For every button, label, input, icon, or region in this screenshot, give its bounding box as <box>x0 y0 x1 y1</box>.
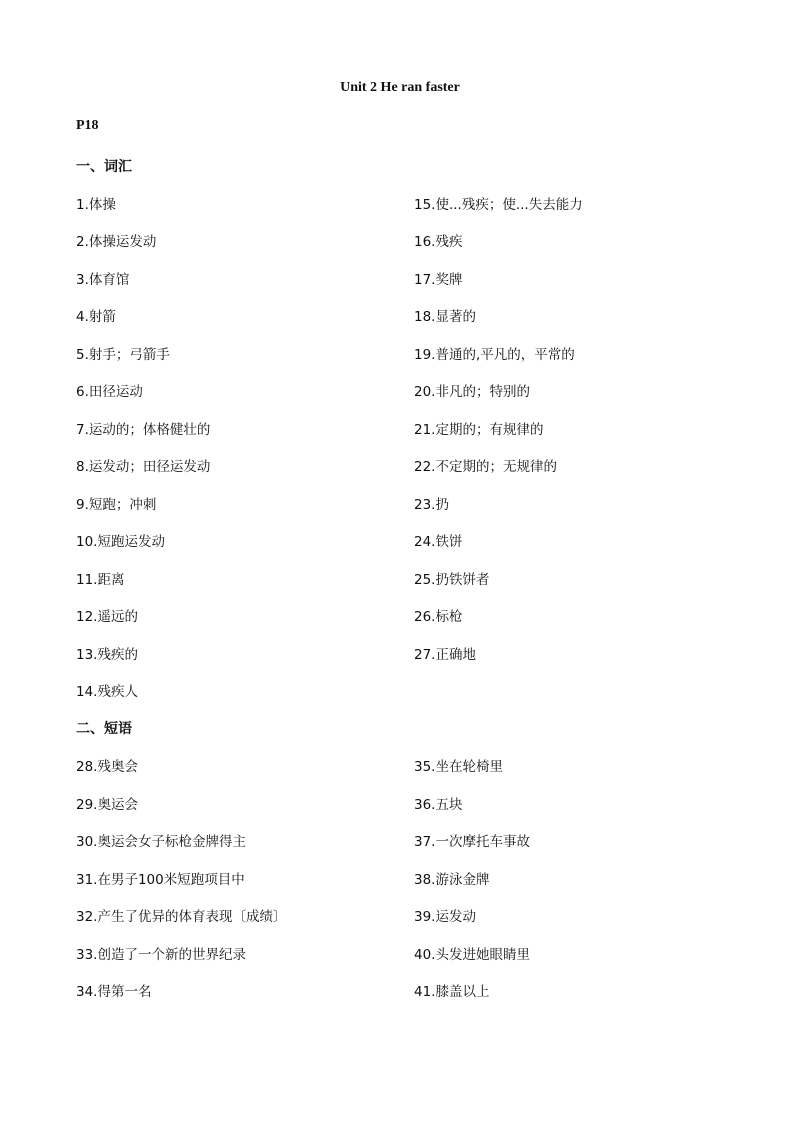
vocab-item-19: 19.普通的,平凡的，平常的 <box>414 347 575 363</box>
vocab-item-12: 12.遥远的 <box>76 609 138 625</box>
phrase-item-34: 34.得第一名 <box>76 984 152 1000</box>
vocab-item-9: 9.短跑；冲刺 <box>76 497 157 513</box>
vocab-item-21: 21.定期的；有规律的 <box>414 422 544 438</box>
vocab-item-26: 26.标枪 <box>414 609 463 625</box>
vocab-item-16: 16.残疾 <box>414 234 463 250</box>
vocab-item-5: 5.射手；弓箭手 <box>76 347 170 363</box>
vocab-item-3: 3.体育馆 <box>76 272 130 288</box>
phrase-item-30: 30.奥运会女子标枪金牌得主 <box>76 834 246 850</box>
page-label: P18 <box>76 118 99 133</box>
vocab-item-10: 10.短跑运发动 <box>76 534 165 550</box>
phrase-item-33: 33.创造了一个新的世界纪录 <box>76 947 246 963</box>
vocab-item-11: 11.距离 <box>76 572 125 588</box>
phrase-item-37: 37.一次摩托车事故 <box>414 834 530 850</box>
vocab-item-8: 8.运发动；田径运发动 <box>76 459 211 475</box>
vocab-item-4: 4.射箭 <box>76 309 116 325</box>
phrase-item-32: 32.产生了优异的体育表现〔成绩〕 <box>76 909 287 925</box>
vocab-item-13: 13.残疾的 <box>76 647 138 663</box>
vocab-item-27: 27.正确地 <box>414 647 476 663</box>
phrase-item-36: 36.五块 <box>414 797 463 813</box>
phrase-item-38: 38.游泳金牌 <box>414 872 490 888</box>
vocab-item-25: 25.扔铁饼者 <box>414 572 490 588</box>
phrase-item-41: 41.膝盖以上 <box>414 984 490 1000</box>
vocab-item-20: 20.非凡的；特别的 <box>414 384 530 400</box>
phrase-item-40: 40.头发进她眼睛里 <box>414 947 530 963</box>
vocab-item-2: 2.体操运发动 <box>76 234 157 250</box>
vocab-item-17: 17.奖牌 <box>414 272 463 288</box>
vocab-item-18: 18.显著的 <box>414 309 476 325</box>
phrase-item-29: 29.奥运会 <box>76 797 138 813</box>
vocab-item-1: 1.体操 <box>76 197 116 213</box>
vocab-item-15: 15.使...残疾；使...失去能力 <box>414 197 583 213</box>
vocab-item-23: 23.扔 <box>414 497 449 513</box>
vocab-item-14: 14.残疾人 <box>76 684 138 700</box>
section-heading-vocabulary: 一、词汇 <box>76 159 132 175</box>
phrase-item-39: 39.运发动 <box>414 909 476 925</box>
phrase-item-31: 31.在男子100米短跑项目中 <box>76 872 245 888</box>
phrase-item-35: 35.坐在轮椅里 <box>414 759 503 775</box>
vocab-item-24: 24.铁饼 <box>414 534 463 550</box>
phrase-item-28: 28.残奥会 <box>76 759 138 775</box>
vocab-item-22: 22.不定期的；无规律的 <box>414 459 557 475</box>
vocab-item-7: 7.运动的；体格健壮的 <box>76 422 211 438</box>
section-heading-phrases: 二、短语 <box>76 721 132 737</box>
document-title: Unit 2 He ran faster <box>340 80 460 95</box>
vocab-item-6: 6.田径运动 <box>76 384 143 400</box>
